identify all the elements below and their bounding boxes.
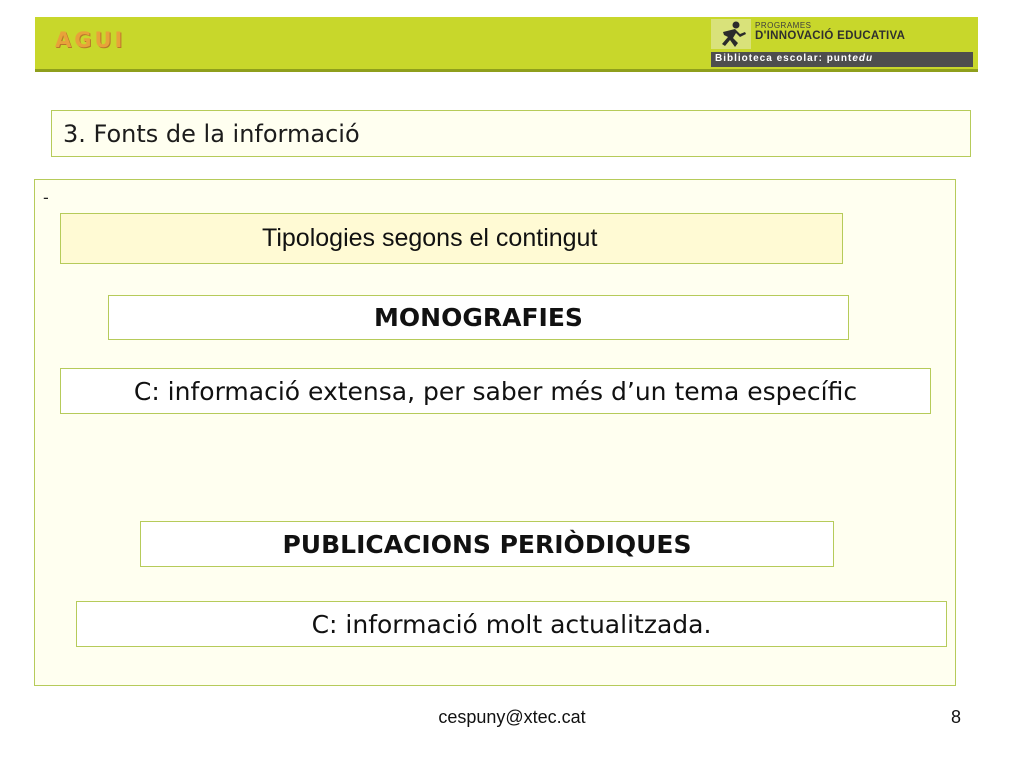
runner-logo-icon bbox=[711, 19, 751, 49]
bullet-dash: - bbox=[43, 188, 49, 207]
page-number: 8 bbox=[951, 707, 962, 727]
program-logo bbox=[711, 19, 973, 67]
monografies-box: MONOGRAFIES bbox=[108, 295, 849, 340]
slide-title: 3. Fonts de la informació bbox=[63, 120, 360, 148]
monografies-description: C: informació extensa, per saber més d’un tema específic bbox=[60, 368, 931, 414]
header-banner bbox=[35, 17, 978, 72]
typology-heading: Tipologies segons el contingut bbox=[60, 213, 843, 264]
logo-line-1: PROGRAMES bbox=[755, 21, 812, 30]
periodiques-box: PUBLICACIONS PERIÒDIQUES bbox=[140, 521, 834, 567]
logo-line-2: D'INNOVACIÓ EDUCATIVA bbox=[755, 30, 906, 42]
slide-title-box bbox=[51, 110, 971, 157]
logo-subtitle-bar bbox=[711, 52, 973, 67]
logo-subtitle: Biblioteca escolar: puntedu bbox=[715, 53, 874, 64]
footer-email: cespuny@xtec.cat bbox=[438, 707, 586, 727]
brand-title: AGUI bbox=[55, 28, 126, 52]
periodiques-description: C: informació molt actualitzada. bbox=[76, 601, 947, 647]
